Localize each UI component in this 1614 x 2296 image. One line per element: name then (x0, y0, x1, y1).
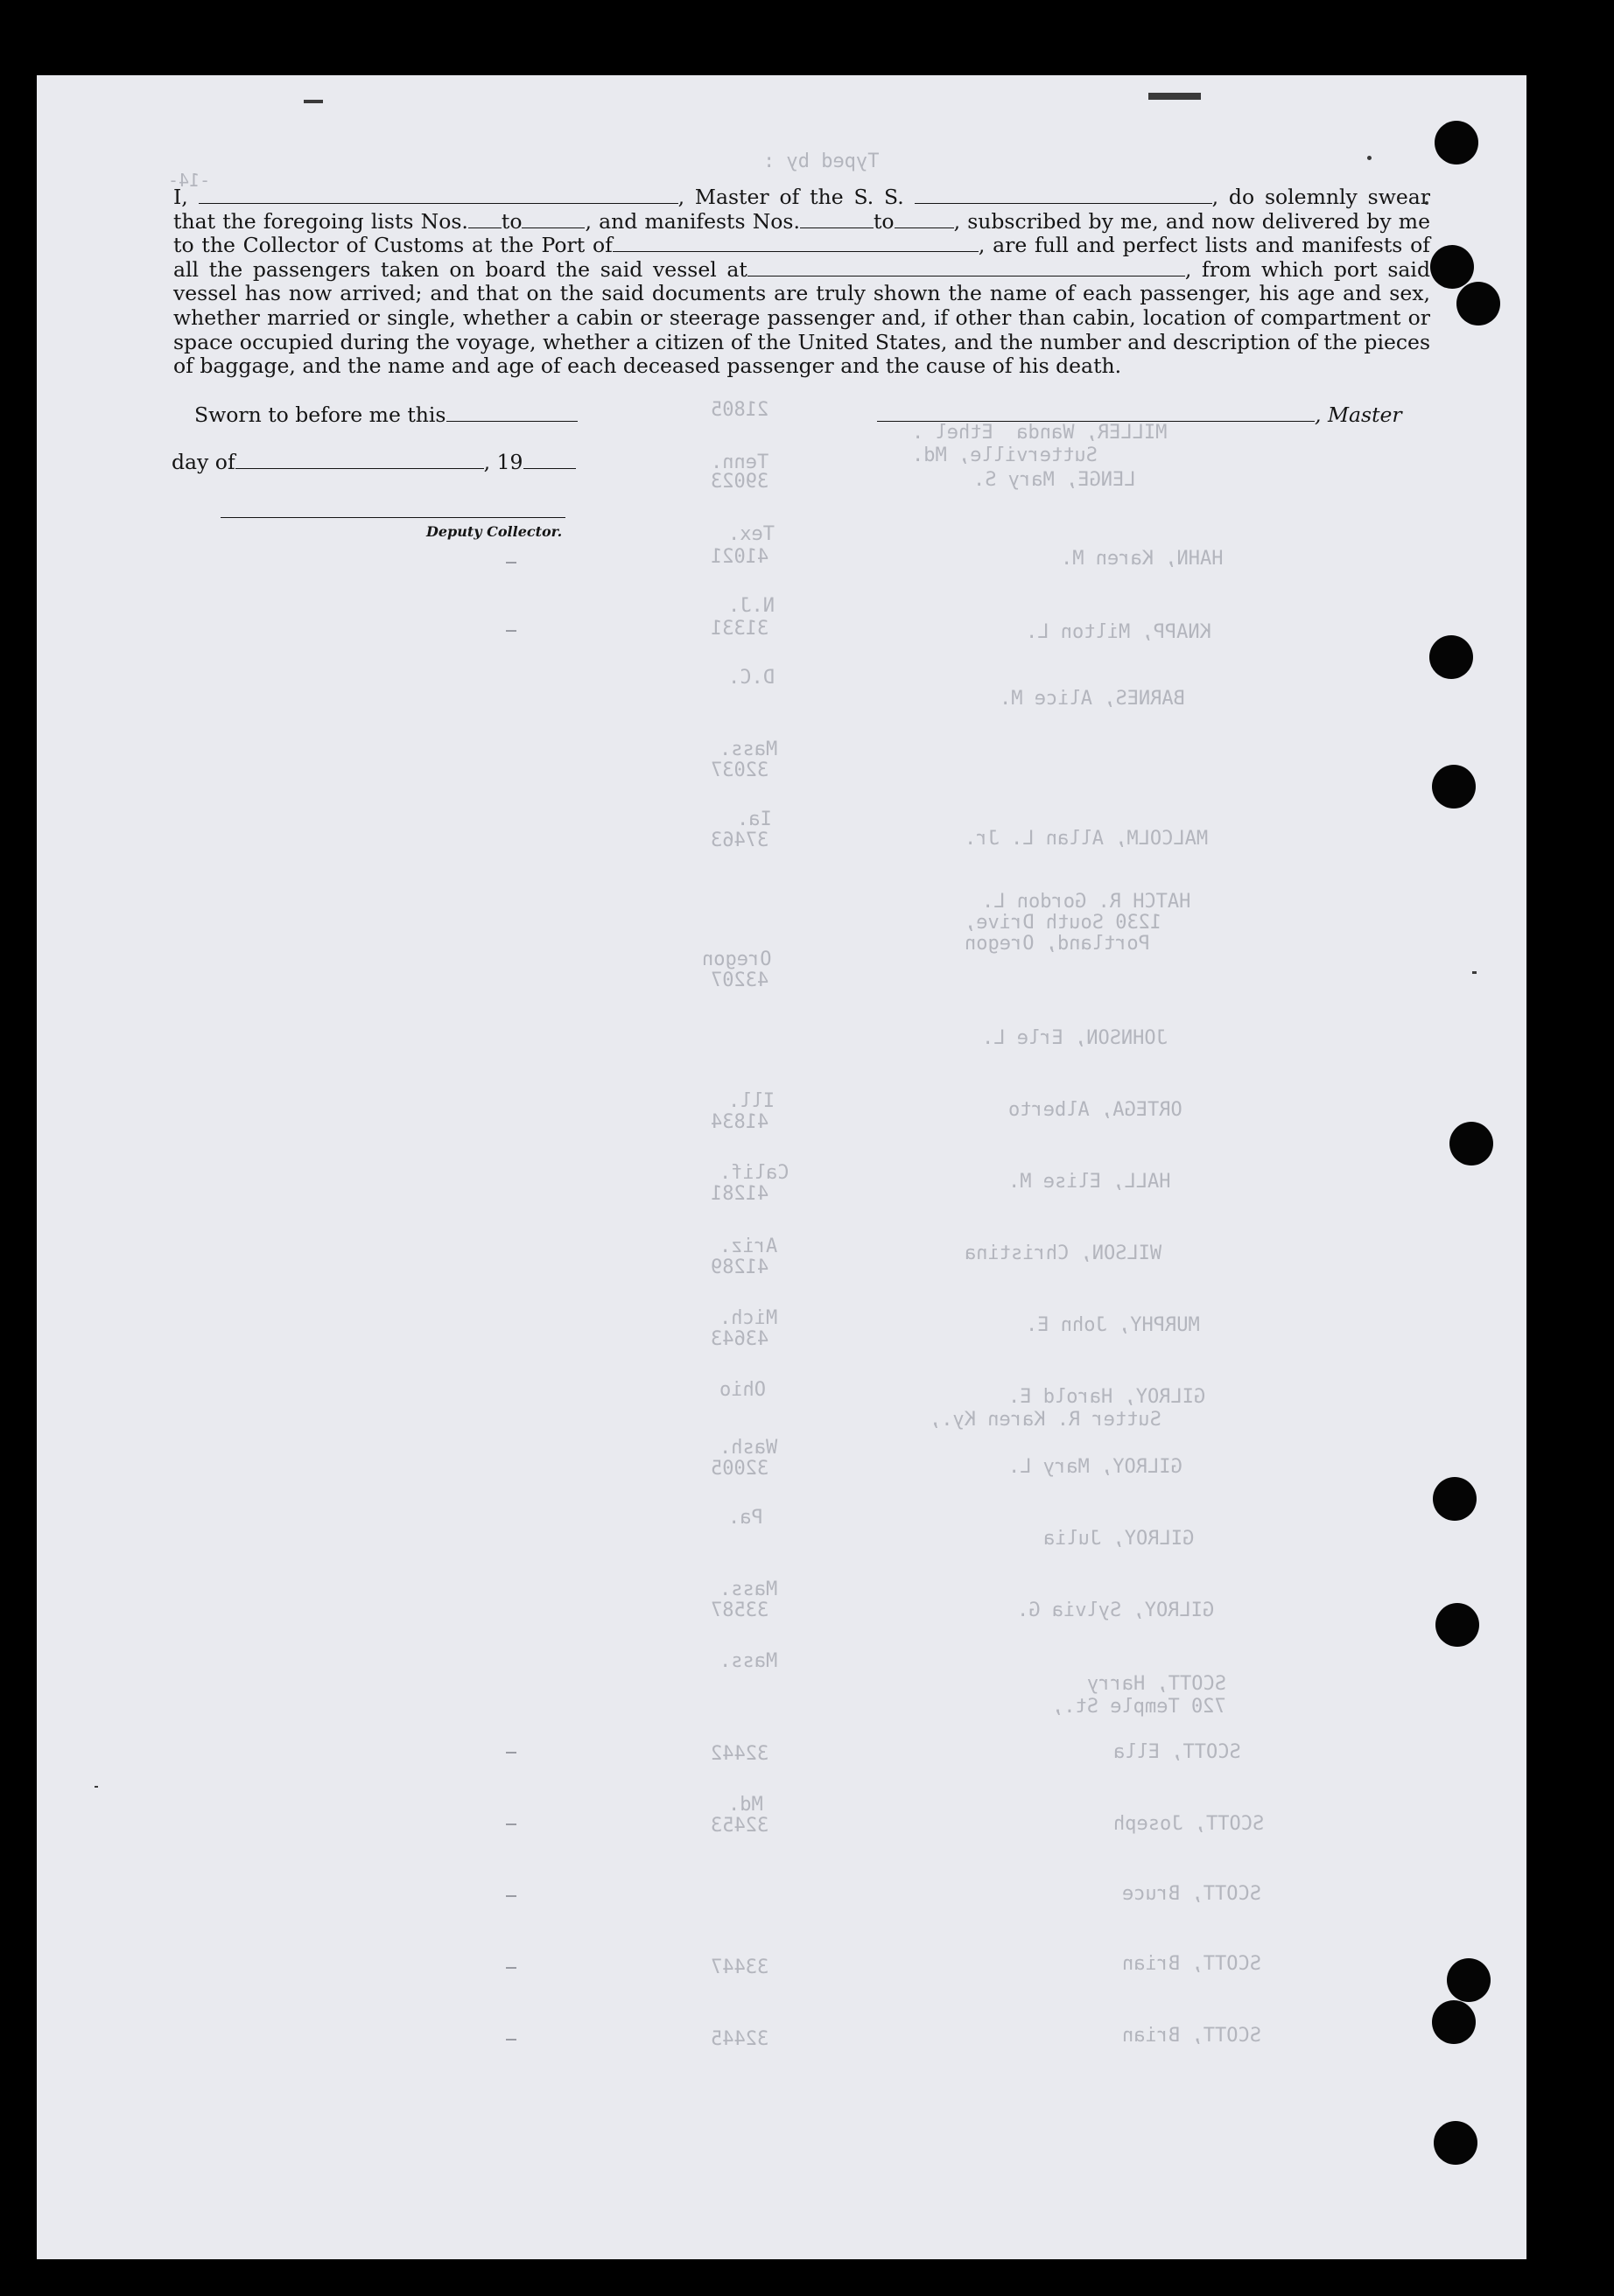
sworn-line (194, 402, 578, 427)
oath-line2c: , subscribed by me, and now (953, 208, 1255, 234)
bleed-dash (506, 1752, 516, 1754)
bleed-through-number: Oregon (702, 948, 772, 970)
scan-speck (1472, 971, 1477, 974)
deputy-collector-signature-field[interactable] (221, 517, 565, 518)
bleed-through-line: SCOTT, Bruce (1122, 1883, 1261, 1905)
bleed-through-typed-by: Typed by : (763, 150, 880, 172)
bleed-through-number: Ill. (728, 1090, 775, 1112)
oath-to2: to (873, 208, 895, 234)
bleed-dash (506, 1967, 516, 1969)
oath-master-of-ss: , Master of the S. S. (677, 185, 904, 209)
bleed-through-line: GILROY, Mary L. (1008, 1456, 1182, 1478)
bleed-through-number: Md. (728, 1794, 763, 1816)
bleed-through-number: Mass. (719, 738, 778, 760)
bleed-through-line: MALCOLM, Allan L. Jr. (965, 828, 1209, 850)
scan-speck (95, 1786, 98, 1788)
bleed-dash (506, 630, 516, 632)
year-prefix: , 19 (483, 450, 523, 474)
bleed-through-number: 43643 (711, 1328, 769, 1350)
bleed-through-number: 39023 (711, 471, 769, 493)
bleed-through-number: 33587 (711, 1600, 769, 1621)
oath-line4a: manifests of all the passengers taken on board the said vessel at (173, 233, 1430, 282)
bleed-through-line: SCOTT, Brian (1122, 1953, 1261, 1975)
bleed-through-line: KNAPP, Milton L. (1026, 621, 1211, 643)
manifests-from-field[interactable] (800, 212, 874, 228)
oath-line8: of baggage, and the name and age of each deceased passenger and the cause of his death. (173, 354, 1122, 379)
bleed-through-number: Ohio (719, 1379, 766, 1401)
bleed-through-number: 32442 (711, 1743, 769, 1765)
day-of-line (172, 450, 576, 474)
bleed-through-number: 32005 (711, 1458, 769, 1480)
bleed-through-line: SCOTT, Ella (1113, 1741, 1241, 1763)
bleed-through-number: Tex. (728, 523, 775, 545)
bleed-through-line: LENGE, Mary S. (973, 469, 1136, 491)
bleed-through-number: 21805 (711, 399, 769, 421)
bleed-through-line: MILLER, Wanda Ethel . (912, 422, 1168, 444)
bleed-through-line: SCOTT, Joseph (1113, 1813, 1265, 1835)
oath-line2b: , and manifests Nos. (585, 208, 800, 234)
bleed-through-line: WILSON, Christina (965, 1242, 1162, 1264)
bleed-through-line: ORTEGA, Alberto (1008, 1099, 1182, 1121)
bleed-dash (506, 2039, 516, 2040)
embark-port-field[interactable] (747, 260, 1185, 276)
bleed-through-line: GILROY, Julia (1043, 1528, 1195, 1550)
bleed-through-number: 32445 (711, 2028, 769, 2050)
bleed-through-number: N.J. (728, 595, 775, 617)
bleed-through-number: 41281 (711, 1183, 769, 1205)
master-name-field[interactable] (199, 187, 678, 204)
bleed-through-number: 32453 (711, 1815, 769, 1837)
oath-do-solemnly: , do solemnly (1211, 185, 1358, 209)
bleed-through-number: Wash. (719, 1437, 778, 1459)
bleed-through-number: 41289 (711, 1256, 769, 1278)
bleed-through-line: HALL, Elise M. (1008, 1171, 1171, 1193)
oath-line2a: swear that the foregoing lists Nos. (173, 185, 1430, 234)
oath-line4b: , from which (1184, 256, 1324, 282)
manifests-to-field[interactable] (895, 212, 954, 228)
bleed-through-line: Sutterville, Md. (912, 444, 1133, 466)
bleed-through-line: 1230 South Drive, (965, 912, 1185, 934)
bleed-through-number: 33447 (711, 1956, 769, 1978)
bleed-dash (506, 562, 516, 564)
punch-hole (1430, 245, 1474, 289)
bleed-through-line: SCOTT, Brian (1122, 2025, 1261, 2047)
punch-hole (1435, 121, 1478, 164)
bleed-through-number: Calif. (719, 1162, 789, 1184)
punch-hole (1456, 282, 1500, 326)
oath-i: I, (173, 185, 188, 209)
bleed-through-number: Mich. (719, 1307, 778, 1329)
oath-line3a: delivered by me to the Collector of Customs at the Port of (173, 208, 1430, 258)
bleed-through-number: Ia. (737, 808, 772, 830)
scan-speck (1148, 93, 1201, 100)
bleed-through-number: Tenn. (711, 452, 769, 473)
port-field[interactable] (613, 235, 979, 252)
bleed-dash (506, 1895, 516, 1897)
ship-name-field[interactable] (915, 187, 1212, 204)
bleed-through-line: GILROY, Harold E. (1008, 1386, 1206, 1408)
bleed-through-number: Mass. (719, 1650, 778, 1672)
bleed-through-number: 41021 (711, 546, 769, 568)
scan-speck (304, 100, 323, 103)
oath-line7: or space occupied during the voyage, whether a citizen of the United States, and the number and description of the pieces (173, 304, 1430, 354)
bleed-through-number: 43207 (711, 970, 769, 991)
bleed-through-line: 720 Temple St., (1052, 1696, 1250, 1718)
punch-hole (1432, 765, 1476, 808)
bleed-through-line: GILROY, Sylvia G. (1017, 1600, 1215, 1621)
master-label: , Master (1315, 402, 1402, 427)
bleed-through-line: HAHN, Karen M. (1061, 548, 1224, 570)
bleed-through-number: Pa. (728, 1507, 763, 1529)
sworn-label: Sworn to before me this (194, 402, 446, 427)
bleed-through-number: D.C. (728, 667, 775, 689)
oath-paragraph (173, 186, 1430, 379)
master-signature-field[interactable] (877, 407, 1315, 422)
bleed-through-number: 41834 (711, 1111, 769, 1133)
bleed-through-number: 31331 (711, 618, 769, 640)
punch-hole (1447, 1958, 1491, 2002)
month-field[interactable] (235, 454, 484, 469)
punch-hole (1433, 1477, 1477, 1521)
bleed-through-number: Mass. (719, 1578, 778, 1600)
punch-hole (1435, 1603, 1479, 1647)
bleed-through-number: Ariz. (719, 1236, 778, 1257)
scan-speck (1367, 156, 1372, 160)
deputy-collector-label: Deputy Collector. (426, 523, 563, 540)
bleed-through-number: 32037 (711, 760, 769, 781)
year-field[interactable] (523, 454, 576, 469)
bleed-header-marks: -14- (168, 170, 211, 191)
bleed-through-line: SCOTT, Harry (1087, 1673, 1226, 1695)
lists-to-field[interactable] (522, 212, 585, 228)
bleed-dash (506, 1824, 516, 1825)
day-of-label: day of (172, 450, 235, 474)
oath-line3b: , are full and perfect lists and (978, 233, 1295, 258)
bleed-through-line: Portland, Oregon (965, 933, 1174, 955)
oath-to1: to (501, 208, 523, 234)
oath-line5: port said vessel has now arrived; and that on the said documents are truly shown the name of each passenger, his age and (173, 256, 1430, 306)
bleed-through-number: 37463 (711, 830, 769, 851)
manifest-page (37, 75, 1526, 2259)
punch-hole (1429, 635, 1473, 679)
lists-from-field[interactable] (468, 212, 502, 228)
oath-line6: sex, whether married or single, whether a cabin or steerage passenger and, if other than cabin, location of compartment (173, 281, 1430, 330)
punch-hole (1449, 1122, 1493, 1166)
bleed-through-line: MURPHY, John E. (1026, 1314, 1200, 1336)
sworn-day-field[interactable] (446, 407, 578, 422)
punch-hole (1434, 2121, 1477, 2165)
bleed-through-line: JOHNSON, Erle L. (982, 1027, 1168, 1049)
bleed-through-line: Sutter R. Karen Ky., (930, 1409, 1185, 1431)
bleed-through-line: HATCH R. Gordon L. (982, 891, 1191, 913)
punch-hole (1432, 2000, 1476, 2044)
bleed-through-line: BARNES, Alice M. (1000, 688, 1185, 710)
